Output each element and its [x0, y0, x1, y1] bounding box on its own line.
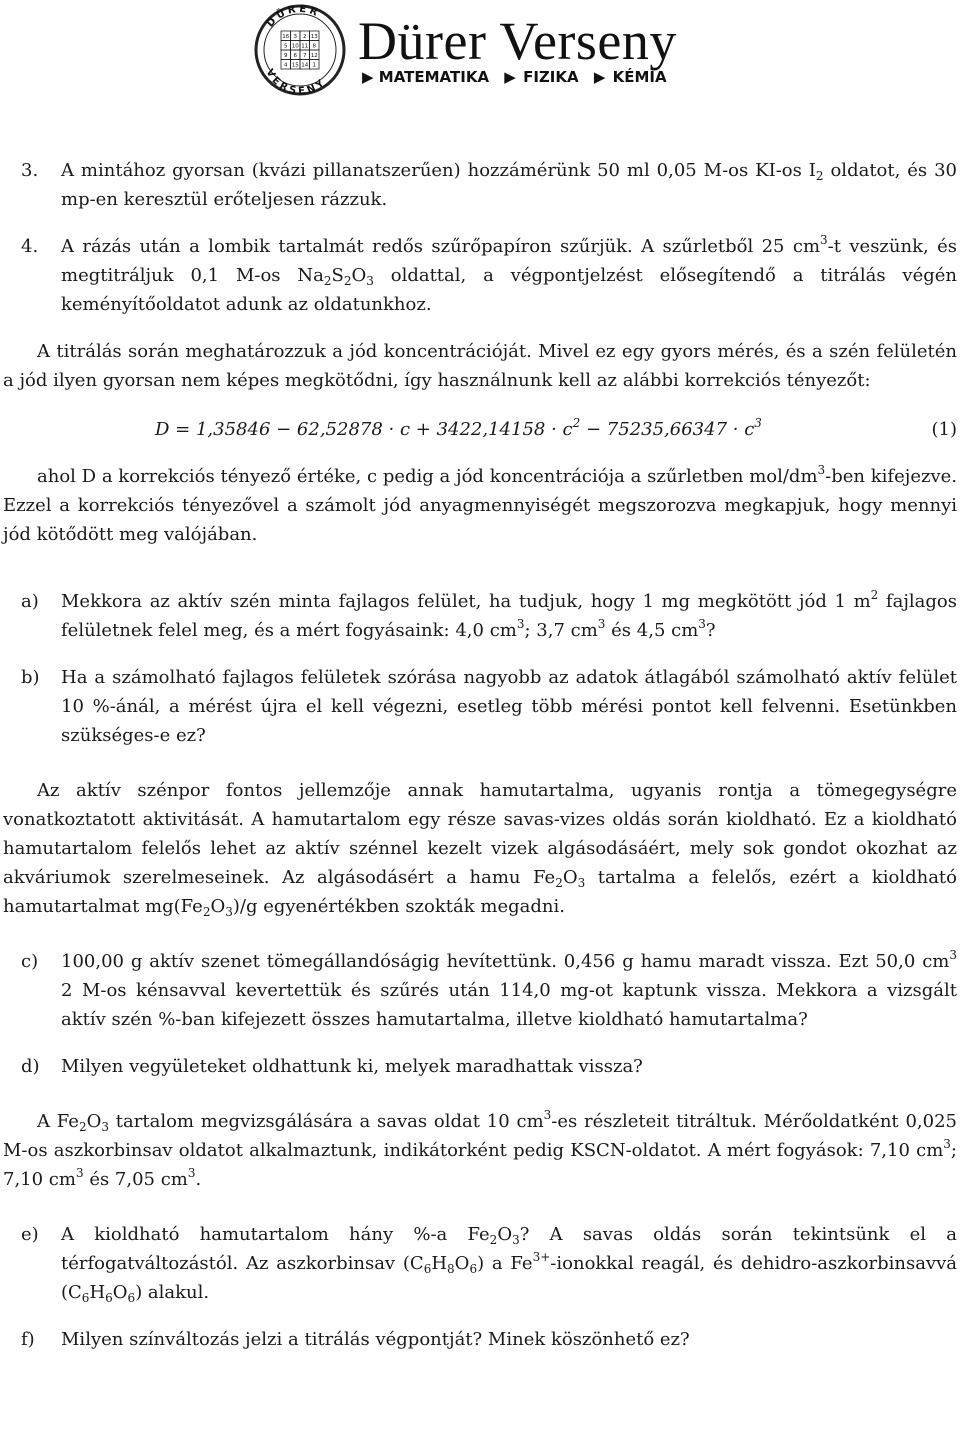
- question-text: A kioldható hamutartalom hány %-a $Fe_2O_3$? A savas oldás során tekintsünk el a térfogatváltozástól. Az aszkorbinsav $(C_6H_8O_6)$ a $Fe^{3+}$-ionokkal reagál, és dehidro-aszkorbinsavvá $(C_6H_6O_6)$ alakul.: [61, 1224, 958, 1305]
- subject-bullet-icon: ▶: [504, 68, 516, 86]
- magic-square-number: 16: [282, 33, 290, 40]
- question-d: [3, 1052, 957, 1081]
- magic-square-number: 3: [293, 33, 297, 40]
- magic-square-number: 4: [284, 62, 288, 69]
- question-text: Milyen színváltozás jelzi a titrálás végpontját? Minek köszönhető ez?: [61, 1329, 690, 1350]
- formula-expression: $D = 1,35846 - 62,52878 \cdot c + 3422,14158 \cdot c^2 - 75235,66347 \cdot c^3$: [155, 416, 762, 440]
- question-text: Ha a számolható fajlagos felületek szórása nagyobb az adatok átlagából számolható aktív felület 10 %-ánál, a mérést újra el kell végezni, esetleg több mérési pontot kell felvenni. Esetünkben szükséges-e ez?: [61, 667, 957, 746]
- magic-square-number: 9: [284, 52, 288, 59]
- subject-bullet-icon: ▶: [593, 68, 606, 86]
- magic-square-number: 5: [284, 43, 288, 50]
- brand-title: Dürer Verseny: [358, 11, 677, 71]
- logo-top-text: DÜRER: [264, 3, 322, 30]
- magic-square-number: 12: [310, 52, 318, 59]
- svg-text:DÜRER: [265, 4, 322, 30]
- question-label: f): [21, 1329, 35, 1350]
- svg-text:VERSENY: [264, 67, 329, 97]
- question-c: [3, 947, 957, 1034]
- paragraph-fe-titration: A $Fe_2O_3$ tartalom megvizsgálására a savas oldat 10 $cm^3-es$ részleteit titráltuk. Mérőoldatként 0,025 M-os aszkorbinsav oldatot alkalmaztunk, indikátorként pedig KSCN-oldatot. A mért fogyások: 7,10 $cm^3$; 7,10 $cm^3$ és 7,05 $cm^3$.: [3, 1108, 957, 1190]
- magic-square-number: 11: [301, 43, 309, 50]
- question-f: [3, 1325, 957, 1354]
- question-text: 100,00 g aktív szenet tömegállandóságig hevítettünk. 0,456 g hamu maradt vissza. Ezt 50,0 $cm^3$ 2 M-os kénsavval kevertettük és szűrés után 114,0 mg-ot kaptunk vissza. Mekkora a vizsgált aktív szén %-ban kifejezett összes hamutartalma, illetve kioldható hamutartalma?: [61, 948, 957, 1030]
- magic-square-number: 1: [312, 62, 316, 69]
- question-text: Milyen vegyületeket oldhattunk ki, melyek maradhattak vissza?: [61, 1056, 643, 1077]
- question-a: [3, 587, 957, 645]
- magic-square: [281, 31, 319, 69]
- question-label: c): [21, 951, 39, 972]
- logo-bottom-text: VERSENY: [263, 67, 329, 98]
- question-label: d): [21, 1056, 40, 1077]
- magic-square-number: 8: [312, 43, 316, 50]
- magic-square-number: 15: [291, 62, 299, 69]
- subject-chemistry: KÉMIA: [612, 68, 667, 86]
- subject-bullet-icon: ▶: [362, 68, 374, 86]
- question-e: [3, 1220, 957, 1307]
- magic-square-number: 2: [303, 33, 307, 40]
- document-body: [3, 156, 957, 1354]
- paragraph-ash: Az aktív szénpor fontos jellemzője annak hamutartalma, ugyanis rontja a tömegegységre vonatkoztatott aktivitását. A hamutartalom egy része savas-vizes oldás során kioldható. Ez a kioldható hamutartalom felelős lehet az aktív szénnel kezelt vizek algásodásáért, mely sok gondot okozhat az akváriumok szerelmeseinek. Az algásodásért a hamu $Fe_2O_3$ tartalma a felelős, ezért a kioldható hamutartalmat $mg(Fe_2O_3)/g$ egyenértékben szokták megadni.: [3, 780, 957, 919]
- step-number: 4.: [21, 236, 39, 257]
- paragraph-definition: ahol D a korrekciós tényező értéke, c pedig a jód koncentrációja a szűrletben mol/$dm^3$-ben kifejezve. Ezzel a korrekciós tényezővel a számolt jód anyagmennyiségét megszorozva megkapjuk, hogy mennyi jód kötődött meg valójában.: [3, 463, 958, 545]
- magic-square-number: 13: [310, 33, 318, 40]
- magic-square-number: 7: [303, 52, 307, 59]
- subject-math: MATEMATIKA: [378, 68, 490, 86]
- step-text: A rázás után a lombik tartalmát redős szűrőpapíron szűrjük. A szűrletből 25 $cm^3-t$ veszünk, és megtitráljuk 0,1 M-os $Na_2S_2O_3$ oldattal, a végpontjelzést elősegítendő a titrálás végén keményítőoldatot adunk az oldatunkhoz.: [61, 233, 958, 315]
- step-4: [3, 232, 957, 319]
- paragraph-titration: A titrálás során meghatározzuk a jód koncentrációját. Mivel ez egy gyors mérés, és a szén felületén a jód ilyen gyorsan nem képes megkötődni, így használnunk kell az alábbi korrekciós tényezőt:: [3, 341, 957, 391]
- magic-square-number: 14: [301, 62, 309, 69]
- equation-number: (1): [931, 419, 957, 440]
- question-text: Mekkora az aktív szén minta fajlagos felület, ha tudjuk, hogy 1 mg megkötött jód 1 $m^2$ fajlagos felületnek felel meg, és a mért fogyásaink: 4,0 $cm^3$; 3,7 $cm^3$ és 4,5 $cm^3$?: [61, 588, 957, 641]
- page-header: [250, 0, 730, 100]
- correction-formula: [3, 415, 957, 444]
- step-number: 3.: [21, 160, 39, 181]
- question-label: a): [21, 591, 39, 612]
- question-b: [3, 663, 957, 750]
- magic-square-number: 10: [291, 43, 299, 50]
- question-label: b): [21, 667, 40, 688]
- magic-square-number: 6: [293, 52, 297, 59]
- subject-physics: FIZIKA: [523, 68, 579, 86]
- brand-subjects: [362, 68, 667, 86]
- step-3: [3, 156, 957, 214]
- step-text: A mintához gyorsan (kvázi pillanatszerűen) hozzámérünk 50 ml 0,05 M-os KI-os $I_2$ oldatot, és 30 mp-en keresztül erőteljesen rázzuk.: [61, 160, 957, 210]
- question-label: e): [21, 1224, 39, 1245]
- durer-logo: [250, 2, 354, 98]
